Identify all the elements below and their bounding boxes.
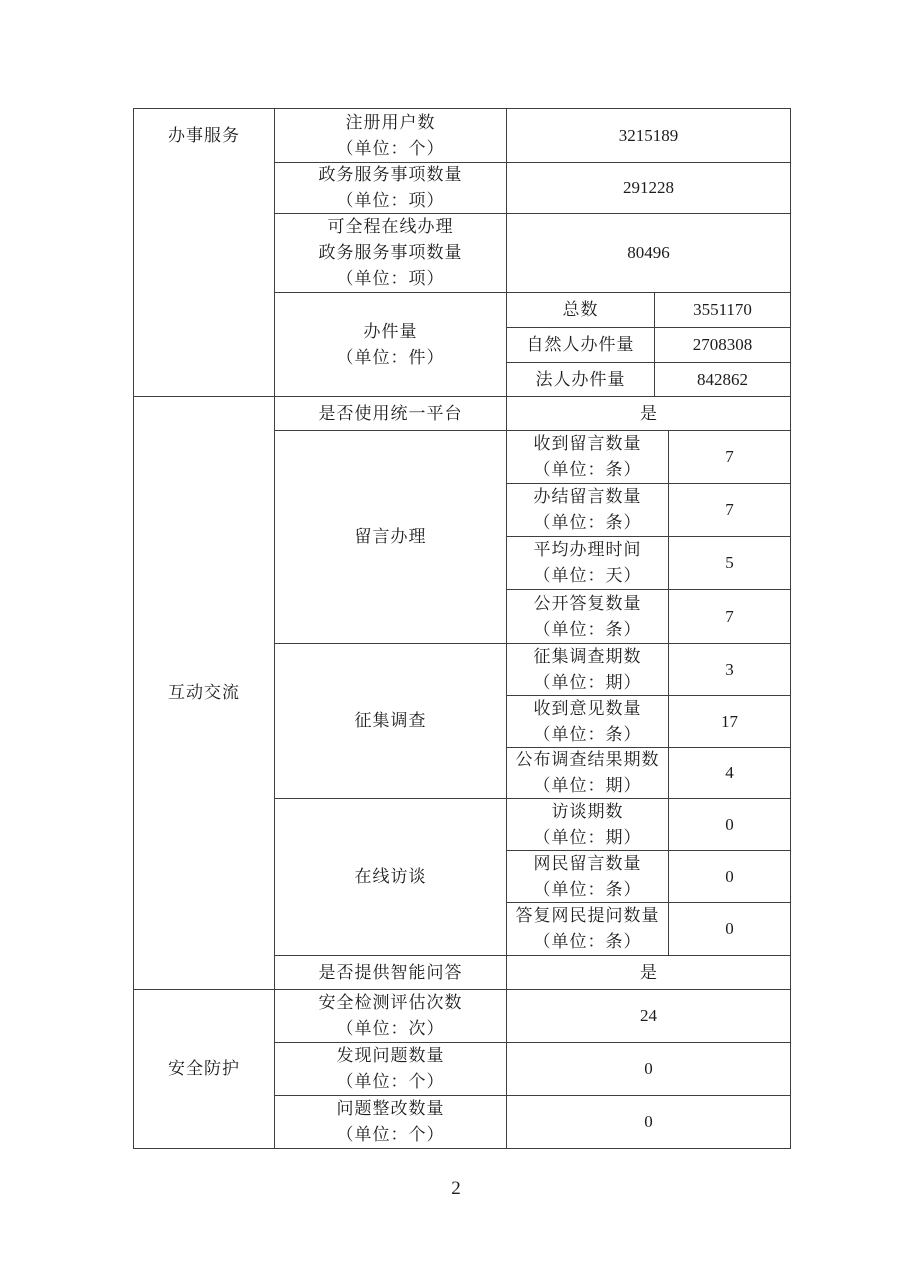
submetric-label-cell xyxy=(507,590,669,644)
section-subrows xyxy=(507,293,791,397)
metric-label-cell xyxy=(275,1043,507,1096)
group-name: 安全防护 xyxy=(168,1059,240,1078)
table-subrow xyxy=(507,903,791,956)
metric-label: 是否提供智能问答 xyxy=(318,962,463,982)
submetric-unit: （单位：条） xyxy=(533,460,642,479)
table-row xyxy=(275,1043,791,1096)
table-row xyxy=(275,109,791,163)
section-unit: （单位：件） xyxy=(336,347,445,367)
section-label-cell xyxy=(275,644,507,799)
submetric-unit: （单位：条） xyxy=(533,879,642,899)
metric-label: 注册用户数 xyxy=(345,112,436,132)
submetric-label: 网民留言数量 xyxy=(533,853,642,873)
submetric-label-cell xyxy=(507,799,669,851)
group-name: 互动交流 xyxy=(168,683,240,702)
submetric-label-cell xyxy=(507,696,669,748)
table-subrow xyxy=(507,696,791,748)
submetric-label-cell xyxy=(507,851,669,903)
submetric-unit: （单位：条） xyxy=(533,724,642,744)
metric-unit: （单位：项） xyxy=(336,191,445,210)
submetric-label: 办结留言数量 xyxy=(533,487,642,506)
submetric-value: 2708308 xyxy=(655,328,791,363)
submetric-label-cell xyxy=(507,484,669,537)
group-body xyxy=(275,397,791,990)
metric-unit: （单位：次） xyxy=(336,1019,445,1038)
submetric-unit: （单位：期） xyxy=(533,672,642,692)
submetric-unit: （单位：期） xyxy=(533,827,642,847)
metric-label-cell xyxy=(275,397,507,431)
metric-unit: （单位：项） xyxy=(336,269,445,288)
metric-value: 291228 xyxy=(507,163,791,214)
table-row xyxy=(275,163,791,214)
metric-label: 政务服务事项数量 xyxy=(318,165,463,184)
metric-label-cell xyxy=(275,1096,507,1149)
metric-value: 是 xyxy=(507,956,791,990)
submetric-value: 7 xyxy=(669,431,791,484)
statistics-table xyxy=(133,108,791,1149)
submetric-label-cell xyxy=(507,903,669,956)
metric-unit: （单位：个） xyxy=(336,1125,445,1144)
submetric-label-cell xyxy=(507,431,669,484)
submetric-label-cell xyxy=(507,748,669,799)
section-subrows xyxy=(507,799,791,956)
metric-value: 0 xyxy=(507,1043,791,1096)
section-row-zhengji xyxy=(275,644,791,799)
submetric-value: 3 xyxy=(669,644,791,696)
group-name: 办事服务 xyxy=(168,126,240,145)
metric-label-cell xyxy=(275,990,507,1043)
submetric-unit: （单位：期） xyxy=(533,776,642,795)
page-number: 2 xyxy=(451,1178,461,1199)
submetric-unit: （单位：条） xyxy=(533,619,642,639)
table-row xyxy=(275,214,791,293)
group-name-cell xyxy=(134,397,275,990)
submetric-label: 自然人办件量 xyxy=(507,328,655,363)
submetric-value: 7 xyxy=(669,590,791,644)
submetric-value: 7 xyxy=(669,484,791,537)
table-row xyxy=(275,397,791,431)
table-subrow xyxy=(507,537,791,590)
metric-label-cell xyxy=(275,109,507,163)
table-row xyxy=(275,990,791,1043)
metric-value: 是 xyxy=(507,397,791,431)
table-row xyxy=(275,1096,791,1149)
submetric-value: 17 xyxy=(669,696,791,748)
submetric-value: 842862 xyxy=(655,363,791,397)
section-row-fangtan xyxy=(275,799,791,956)
metric-label-cell xyxy=(275,956,507,990)
metric-label-line2: 政务服务事项数量 xyxy=(318,243,463,262)
submetric-label: 访谈期数 xyxy=(551,801,624,821)
submetric-value: 0 xyxy=(669,799,791,851)
submetric-label: 公开答复数量 xyxy=(533,593,642,613)
table-subrow xyxy=(507,799,791,851)
section-subrows xyxy=(507,644,791,799)
section-label-cell xyxy=(275,293,507,397)
group-name-cell xyxy=(134,109,275,397)
submetric-unit: （单位：条） xyxy=(533,932,642,951)
submetric-value: 3551170 xyxy=(655,293,791,328)
table-subrow xyxy=(507,644,791,696)
section-label-cell xyxy=(275,799,507,956)
submetric-label-cell xyxy=(507,537,669,590)
section-row-liuyan xyxy=(275,431,791,644)
metric-value: 0 xyxy=(507,1096,791,1149)
table-subrow xyxy=(507,851,791,903)
table-subrow xyxy=(507,431,791,484)
table-subrow xyxy=(507,748,791,799)
metric-unit: （单位：个） xyxy=(336,1072,445,1091)
metric-label: 发现问题数量 xyxy=(336,1046,445,1065)
submetric-label: 法人办件量 xyxy=(507,363,655,397)
section-subrows xyxy=(507,431,791,644)
table-subrow xyxy=(507,590,791,644)
submetric-label-cell xyxy=(507,644,669,696)
section-label: 留言办理 xyxy=(354,527,427,546)
table-subrow xyxy=(507,363,791,397)
group-name-cell xyxy=(134,990,275,1149)
submetric-value: 0 xyxy=(669,851,791,903)
submetric-value: 0 xyxy=(669,903,791,956)
submetric-label: 公布调查结果期数 xyxy=(515,750,660,769)
group-body xyxy=(275,109,791,397)
metric-value: 24 xyxy=(507,990,791,1043)
section-label: 办件量 xyxy=(363,321,418,341)
group-body xyxy=(275,990,791,1149)
metric-unit: （单位：个） xyxy=(336,138,445,158)
section-label: 征集调查 xyxy=(354,711,427,730)
submetric-label: 总数 xyxy=(507,293,655,328)
group-security xyxy=(134,990,791,1149)
submetric-label: 收到意见数量 xyxy=(533,698,642,718)
metric-label-cell xyxy=(275,163,507,214)
group-interaction xyxy=(134,397,791,990)
metric-label: 可全程在线办理 xyxy=(327,217,454,236)
metric-value: 3215189 xyxy=(507,109,791,163)
metric-label-cell xyxy=(275,214,507,293)
submetric-unit: （单位：天） xyxy=(533,566,642,585)
submetric-value: 5 xyxy=(669,537,791,590)
table-subrow xyxy=(507,293,791,328)
table-subrow xyxy=(507,484,791,537)
metric-label: 问题整改数量 xyxy=(336,1099,445,1118)
section-row-banjianliang xyxy=(275,293,791,397)
metric-value: 80496 xyxy=(507,214,791,293)
submetric-unit: （单位：条） xyxy=(533,513,642,532)
submetric-label: 答复网民提问数量 xyxy=(515,906,660,925)
section-label-cell xyxy=(275,431,507,644)
submetric-label: 征集调查期数 xyxy=(533,646,642,666)
metric-label: 安全检测评估次数 xyxy=(318,993,463,1012)
metric-label: 是否使用统一平台 xyxy=(318,403,463,423)
table-row xyxy=(275,956,791,990)
group-service xyxy=(134,109,791,397)
section-label: 在线访谈 xyxy=(354,867,427,886)
submetric-label: 平均办理时间 xyxy=(533,540,642,559)
submetric-value: 4 xyxy=(669,748,791,799)
submetric-label: 收到留言数量 xyxy=(533,434,642,453)
table-subrow xyxy=(507,328,791,363)
